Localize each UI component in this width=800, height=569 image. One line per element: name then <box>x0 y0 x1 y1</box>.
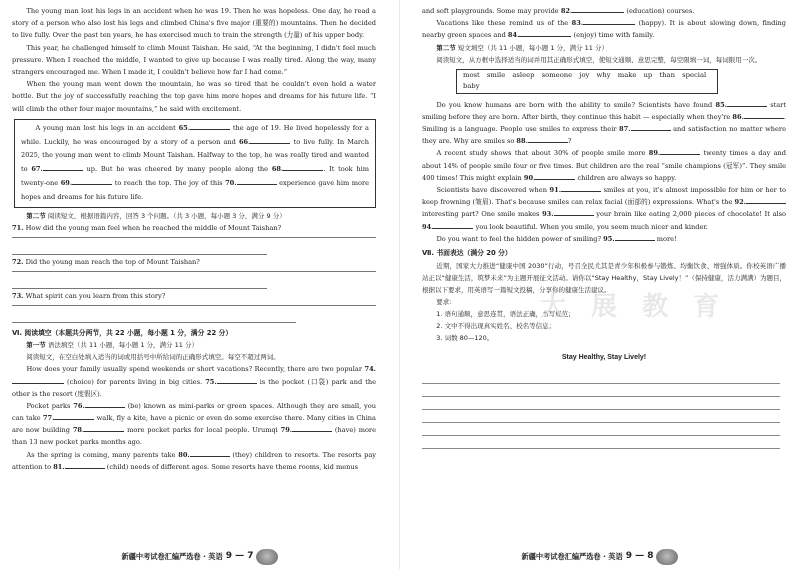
question-text-72: Did the young man reach the top of Mount Taishan? <box>25 257 200 266</box>
passage-paragraph-2: This year, he challenged himself to climb Mount Taishan. He said, “At the beginning, I didn't feel much pressure. When I reached the middle, I wanted to give up because I was really tired. Along the way, many strangers encouraged me. When I made it, I couldn't believe how far I had come.” <box>12 43 376 76</box>
right-section-2-desc: 短文填空（共 11 小题，每小题 1 分，满分 11 分） <box>457 43 608 52</box>
answer-blank-85[interactable] <box>727 101 767 107</box>
blank-number-69: 69. <box>60 179 73 188</box>
summary-text <box>21 122 369 205</box>
cloze-segment: Do you want to feel the hidden power of smiling? <box>436 234 602 243</box>
grammar-segment: (be) known as mini-parks or green spaces. Although they are small, you can take <box>12 401 376 423</box>
grammar-paragraph-4 <box>422 17 786 41</box>
answer-blank-95[interactable] <box>615 235 655 241</box>
answer-blank-80[interactable] <box>190 451 230 457</box>
cloze-segment: more! <box>656 234 677 243</box>
blank-number-92: 92. <box>734 198 746 207</box>
answer-blank-84[interactable] <box>519 31 571 37</box>
blank-number-66: 66. <box>238 137 251 146</box>
answer-line-72[interactable] <box>12 273 267 289</box>
grammar-segment: walk, fly a kite, have a picnic or even do some exercise there. Many cities in China are now building <box>12 414 376 435</box>
cloze-segment: and satisfaction no matter where they are. Why are smiles so <box>422 125 786 146</box>
cloze-segment: Scientists have discovered when <box>436 186 547 194</box>
section-2-title: 第二节 <box>26 211 46 220</box>
answer-blank-89[interactable] <box>660 149 700 155</box>
grammar-segment: (enjoy) time with family. <box>573 31 655 40</box>
blank-number-78: 78. <box>72 426 85 435</box>
blank-number-83: 83. <box>571 19 584 28</box>
section-2-instruction-text: 阅读短文，根据语篇内容，回答 3 个问题。（共 3 小题，每小题 3 分，满分 9 分） <box>47 211 286 220</box>
answer-blank-74[interactable] <box>12 378 64 384</box>
answer-line-73[interactable] <box>12 307 296 323</box>
right-section-2-instruction: 阅读短文，从方框中选择适当的词并用其正确形式填空，使短文通顺、意思完整，每空限填一词，每词限用一次。 <box>436 55 762 64</box>
summary-segment: to reach the top. The joy of this <box>114 179 223 188</box>
question-text-71: How did the young man feel when he reached the middle of Mount Taishan? <box>25 223 282 232</box>
answer-blank-68[interactable] <box>283 165 323 171</box>
cloze-segment: ? <box>567 137 572 146</box>
essay-title: Stay Healthy, Stay Lively! <box>561 353 647 361</box>
summary-segment: the age of 19. He lived hopelessly for a while. Luckily, he was encouraged by a story of a person and <box>21 123 369 146</box>
passage-paragraph-1: The young man lost his legs in an accident when he was 19. Then he was hopeless. One day, he read a story of a person who also lost his legs and climbed China's five major (重要的) mountains. Then he decided to live fully. Over the past ten years, he has exercised much to train the strength (力量) of his upper body. <box>12 7 376 40</box>
question-73[interactable] <box>12 290 376 306</box>
publisher-logo-icon <box>656 549 678 565</box>
summary-segment: experience gave him more hopes and dreams for his future life. <box>21 179 369 201</box>
answer-blank-83[interactable] <box>583 19 635 25</box>
publisher-logo-icon <box>256 549 278 565</box>
answer-blank-91[interactable] <box>561 186 601 192</box>
blank-number-84: 84. <box>507 31 520 40</box>
blank-number-93: 93. <box>542 210 554 219</box>
essay-writing-area[interactable] <box>422 371 786 449</box>
cloze-segment: twenty times a day and about 14% of people smile four or five times. But children are the real “smile champions (冠军)”. They smile 400 times! This might explain <box>422 149 786 182</box>
writing-line[interactable] <box>422 423 780 436</box>
blank-number-95: 95. <box>603 234 615 243</box>
right-section-2-title: 第二节 <box>436 43 456 52</box>
part-6-section-1-desc: 语法填空（共 11 小题，每小题 1 分，满分 11 分） <box>47 341 198 350</box>
cloze-segment: Do you know humans are born with the ability to smile? Scientists have found <box>436 100 713 109</box>
page-number: 9 — 7 <box>225 551 254 562</box>
blank-number-80: 80. <box>178 450 190 459</box>
cloze-segment: . Smiling is a language. People use smiles to express their <box>422 112 786 134</box>
question-71[interactable] <box>12 222 376 238</box>
grammar-paragraph-1 <box>12 363 376 400</box>
cloze-paragraph-1 <box>422 99 786 148</box>
grammar-segment: As the spring is coming, many parents take <box>26 450 176 459</box>
answer-blank-86[interactable] <box>744 113 784 119</box>
cloze-segment: you look beautiful. When you smile, you seem much nicer and kinder. <box>475 222 708 231</box>
writing-line[interactable] <box>422 436 780 449</box>
grammar-paragraph-3-continued <box>422 5 786 17</box>
answer-blank-79[interactable] <box>292 426 332 432</box>
right-section-2-header <box>422 42 786 54</box>
summary-segment: A young man lost his legs in an accident <box>35 123 176 132</box>
grammar-segment: (happy). It is about slowing down, finding nearby green spaces and <box>422 19 786 40</box>
cloze-paragraph-2 <box>422 147 786 184</box>
answer-blank-88[interactable] <box>528 137 568 143</box>
answer-blank-76[interactable] <box>85 402 125 408</box>
blank-number-90: 90. <box>523 173 536 182</box>
footer-title: 新疆中考试卷汇编严选卷 · 英语 <box>521 552 623 562</box>
cloze-segment: your brain like eating 2,000 pieces of chocolate! It also <box>596 210 786 219</box>
writing-line[interactable] <box>422 397 780 410</box>
answer-blank-93[interactable] <box>554 210 594 216</box>
answer-blank-66[interactable] <box>250 138 290 144</box>
answer-blank-87[interactable] <box>631 125 671 131</box>
blank-number-89: 89. <box>648 149 661 158</box>
cloze-segment: children are always so happy. <box>577 173 677 182</box>
answer-blank-69[interactable] <box>72 179 112 185</box>
part-6-section-1-title: 第一节 <box>26 341 46 350</box>
page-number: 9 — 8 <box>625 551 654 562</box>
part-6-title: Ⅵ. 阅读填空（本题共分两节，共 22 小题，每小题 1 分，满分 22 分） <box>12 328 233 337</box>
grammar-segment: (education) courses. <box>626 7 695 15</box>
answer-blank-65[interactable] <box>190 124 230 130</box>
requirement-1: 1. 语句通顺，意思连贯，语法正确，书写规范； <box>436 309 575 318</box>
blank-number-87: 87. <box>619 125 631 134</box>
answer-blank-81[interactable] <box>65 463 105 469</box>
answer-blank-77[interactable] <box>54 414 94 420</box>
summary-segment: . It took him twenty-one <box>21 165 369 188</box>
answer-blank-75[interactable] <box>217 378 257 384</box>
writing-line[interactable] <box>422 384 780 397</box>
answer-line-71[interactable] <box>12 239 267 255</box>
part-6-section-1 <box>12 339 376 351</box>
grammar-segment: (have) more than 13 new pocket parks months ago. <box>12 426 376 447</box>
summary-segment: up. But he was cheered by many people along the <box>86 165 269 174</box>
question-72[interactable] <box>12 256 376 272</box>
cloze-segment: smiles at you, it's almost impossible for him or her to keep frowning (皱眉). That's because smiles can relax facial (面部的) expressions. What's the <box>422 186 786 207</box>
writing-line[interactable] <box>422 371 780 384</box>
summary-box <box>14 119 376 208</box>
requirement-2: 2. 文中不得出现真实姓名、校名等信息； <box>436 321 556 330</box>
blank-number-68: 68. <box>271 165 284 174</box>
requirements-title: 要求： <box>436 297 456 306</box>
question-number-72: 72. <box>12 257 24 266</box>
blank-number-76: 76. <box>73 401 85 410</box>
cloze-segment: start smiling before they are born. After birth, they continue this habit — especially when they're <box>422 100 786 121</box>
answer-blank-67[interactable] <box>43 165 83 171</box>
footer-title: 新疆中考试卷汇编严选卷 · 英语 <box>121 552 223 562</box>
cloze-segment: interesting part? One smile makes <box>422 210 540 219</box>
blank-number-70: 70. <box>225 179 237 188</box>
grammar-segment: (choice) for parents living in big cities. <box>67 377 203 386</box>
answer-blank-94[interactable] <box>433 223 473 229</box>
blank-number-86: 86. <box>732 112 744 121</box>
blank-number-75: 75. <box>205 377 217 386</box>
grammar-segment: (child) needs of different ages. Some resorts have theme rooms, kid menus <box>106 462 359 471</box>
section-2-instruction <box>12 210 376 222</box>
part-7-title: Ⅶ. 书面表达（满分 20 分） <box>422 248 512 257</box>
summary-segment: to live fully. In March 2025, the young man went to climb Mount Taishan. Halfway to the top, he was really tired and wanted to <box>21 137 369 174</box>
question-number-71: 71. <box>12 223 24 232</box>
passage-paragraph-3: When the young man went down the mountain, he was so tired that he couldn't even hold a water bottle. But the joy of successfully reaching the top gave him more hopes and dreams for his future life. “I will climb the other four major mountains,” he said with excitement. <box>12 80 376 113</box>
blank-number-91: 91. <box>549 186 561 194</box>
cloze-paragraph-3 <box>422 184 786 233</box>
answer-blank-78[interactable] <box>84 426 124 432</box>
blank-number-74: 74. <box>364 365 376 374</box>
cloze-segment: A recent study shows that about 30% of people smile more <box>436 149 646 158</box>
answer-blank-90[interactable] <box>535 174 575 180</box>
blank-number-81: 81. <box>53 462 65 471</box>
grammar-paragraph-2 <box>12 400 376 449</box>
blank-number-65: 65. <box>178 123 191 132</box>
blank-number-67: 67. <box>31 165 43 174</box>
grammar-segment: and soft playgrounds. Some may provide <box>422 7 559 15</box>
question-number-73: 73. <box>12 291 24 300</box>
blank-number-85: 85. <box>715 100 727 109</box>
writing-line[interactable] <box>422 410 780 423</box>
blank-number-77: 77. <box>42 414 55 423</box>
answer-blank-82[interactable] <box>572 7 624 13</box>
blank-number-82: 82. <box>560 7 573 15</box>
blank-number-94: 94. <box>422 222 434 231</box>
grammar-segment: How does your family usually spend weekends or short vacations? Recently, there are two popular <box>26 365 362 374</box>
grammar-paragraph-3 <box>12 449 376 473</box>
requirement-3: 3. 词数 80—120。 <box>436 333 494 342</box>
grammar-segment: Pocket parks <box>26 401 71 410</box>
watermark-text: 大 展 教 育 <box>540 292 728 322</box>
answer-blank-70[interactable] <box>237 179 277 185</box>
part-6-instruction: 阅读短文，在空白处填入适当的词或用括号中所给词的正确形式填空。每空不超过两词。 <box>26 353 280 362</box>
grammar-segment: more pocket parks for local people. Urumqi <box>127 426 278 435</box>
question-text-73: What spirit can you learn from this story? <box>25 291 166 300</box>
grammar-segment: (they) children to resorts. The resorts pay attention to <box>12 450 376 471</box>
left-footer <box>0 548 400 565</box>
grammar-segment: is the pocket (口袋) park and the other is the resort (度假区). <box>12 377 376 398</box>
writing-prompt: 近期，国家大力推进“健康中国 2030”行动，号召全民尤其是青少年积极参与锻炼、均衡饮食、增强体质。你校英语广播站正以“健康生活，筑梦未来”为主题开展征文活动。请你以“Stay Healthy，Stay Lively！”（保持健康，活力满满）为题目，根据以下要求，用英语写一篇短文投稿，分享你的健康生活建议。 <box>422 261 786 294</box>
word-bank-box: most smile asleep someone joy why make up than special baby <box>456 69 718 94</box>
blank-number-79: 79. <box>280 426 293 435</box>
right-footer <box>400 548 800 565</box>
cloze-paragraph-4 <box>422 233 786 245</box>
blank-number-88: 88. <box>516 137 528 146</box>
grammar-segment: Vacations like these remind us of the <box>436 19 569 28</box>
answer-blank-92[interactable] <box>746 198 786 204</box>
